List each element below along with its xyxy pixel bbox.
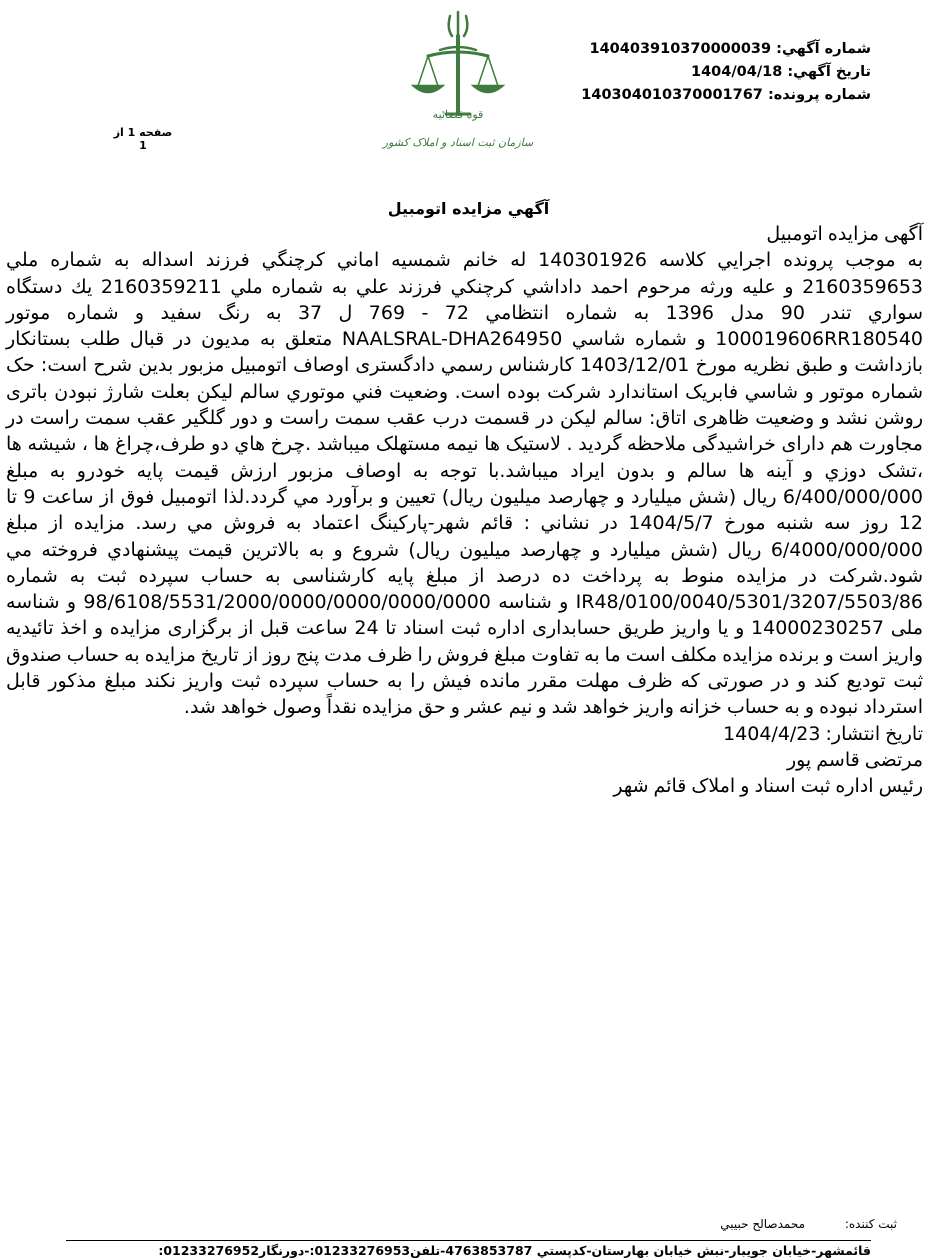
file-number-row [581, 84, 871, 107]
notice-number: 140403910370000039 [589, 41, 772, 57]
judiciary-emblem-icon [368, 6, 548, 166]
body-heading: آگهی مزایده اتومبیل [766, 223, 923, 245]
notice-body [6, 221, 923, 800]
file-number: 140304010370001767 [581, 87, 763, 103]
footer-address: قائمشهر-خيابان جويبار-نبش خيابان بهارستان-كدپستي 4763853787-تلفن01233276953:-دورنگار01233276952: [66, 1240, 871, 1258]
publication-row [6, 721, 923, 747]
document-title: آگهي مزايده اتومبيل [387, 199, 550, 218]
file-number-label: شماره پرونده: [767, 87, 871, 103]
notice-date-row [581, 61, 871, 84]
signatory-name: مرتضی قاسم پور [786, 748, 923, 771]
body-main-text: به موجب پرونده اجرايي كلاسه 140301926 له خانم شمسيه اماني كرچنگي فرزند اسداله به شماره ملي 2160359653 و عليه ورثه مرحوم احمد داداشي كرچنكي فرزند علي به شماره ملي 2160359211 يك دستگاه سواري تندر 90 مدل 1396 به شماره انتظامي 72 - 769 ل 37 به رنگ سفيد و شماره موتور 100019606RR180540 و شماره شاسي NAALSRAL-DHA264950 متعلق به مديون در قبال طلب بستانكار بازداشت و طبق نظريه مورخ 1403/12/01 كارشناس رسمي دادگستری اوصاف اتومبیل مزبور بدین شرح است: حک شماره موتور و شاسي فابریک استاندارد شرکت بوده است. وضعیت فني موتوري سالم لیکن بعلت شارژ نبودن باتری روشن نشد و وضعیت ظاهری اتاق: سالم لیکن در قسمت درب عقب سمت راست و دور گلگیر عقب سمت راست در مجاورت هم دارای خراشیدگی ملاحظه گردید . لاستیک ها نیمه مستهلک میباشد .چرخ هاي دو طرف،چراغ ها ، شیشه ها ،تشک دوزي و آینه ها سالم و بدون ایراد میباشد.با توجه به اوصاف مزبور ارزش قیمت پایه خودرو به مبلغ 6/400/000/000 ریال (شش میلیارد و چهارصد میلیون ریال) تعیین و برآورد مي گردد.لذا اتومبیل فوق از ساعت 9 تا 12 روز سه شنبه مورخ 1404/5/7 در نشاني : قائم شهر-پارکینگ اعتماد به فروش مي رسد. مزایده از مبلغ 6/4000/000/000 ریال (شش میلیارد و چهارصد میلیون ریال) شروع و به بالاترین قیمت پیشنهادي فروخته مي شود.شرکت در مزایده منوط به پرداخت ده درصد از مبلغ پایه کارشناسی به حساب سپرده ثبت به شماره IR48/0100/0040/5301/3207/5503/86 و شناسه 98/6108/5531/2000/0000/0000/0000/0000 و شناسه ملی 14000230257 و یا واریز طریق حسابداری اداره ثبت اسناد تا 24 ساعت قبل از برگزاری مزایده و اخذ تائیدیه واریز است و برنده مزایده مکلف است ما به تفاوت مبلغ فروش را ظرف مدت پنج روز از تاریخ مزایده به حساب صندوق ثبت تودیع کند و در صورتی که ظرف مهلت مقرر مانده فیش را به حساب سپرده ثبت واریز نکند مبلغ مذکور قابل استرداد نبوده و به حساب خزانه واریز خواهد شد و نیم عشر و حق مزایده نقداً وصول خواهد شد. [6, 249, 924, 719]
registrar-row [720, 1217, 897, 1231]
signatory-title: رئیس اداره ثبت اسناد و املاک قائم شهر [613, 775, 923, 798]
publication-label: تاریخ انتشار: [825, 722, 923, 745]
page-indicator: صفحه 1 از 1 [113, 126, 173, 152]
notice-number-label: شماره آگهي: [776, 41, 871, 57]
notice-number-row [581, 38, 871, 61]
notice-date-label: تاريخ آگهي: [787, 64, 871, 80]
notice-date: 1404/04/18 [691, 64, 783, 80]
publication-date: 1404/4/23 [723, 722, 821, 745]
svg-text:قوه قضائیه: قوه قضائیه [432, 108, 484, 121]
svg-text:سازمان ثبت اسناد و املاک کشور: سازمان ثبت اسناد و املاک کشور [382, 136, 534, 149]
registrar-label: ثبت كننده: [844, 1217, 897, 1231]
registrar-name: محمدصالح حبيبي [720, 1217, 806, 1231]
notice-meta [581, 38, 871, 107]
